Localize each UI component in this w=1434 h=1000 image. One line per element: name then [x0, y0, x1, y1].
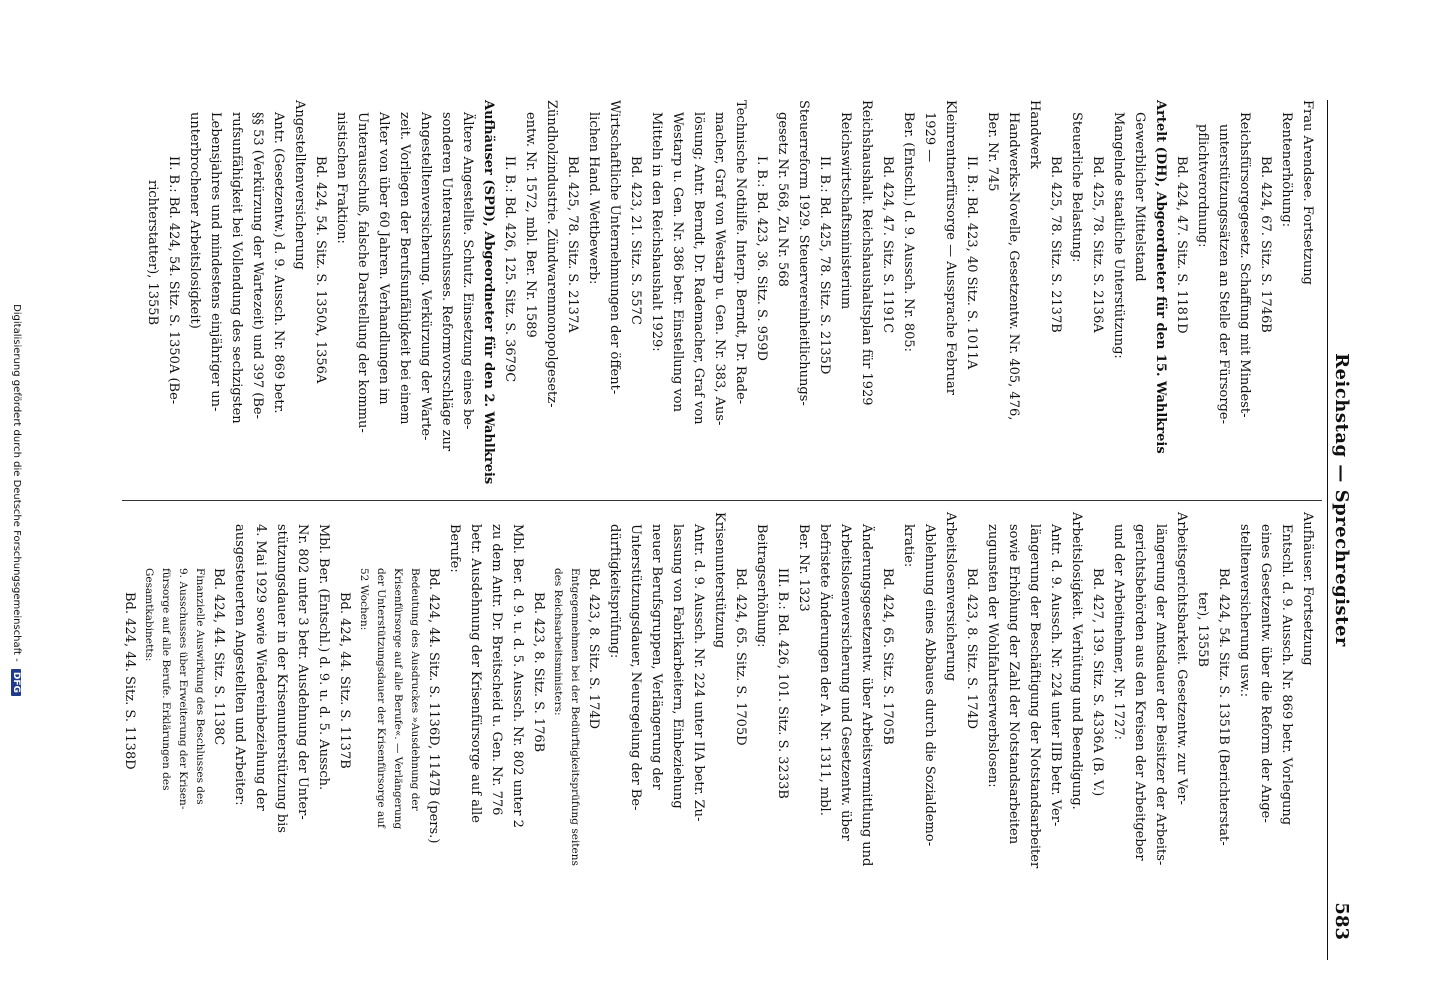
register-line: Finanzielle Auswirkung des Beschlusses des [194, 568, 206, 805]
register-line: Bd. 424, 54. Sitz. S. 1350A, 1356A [313, 156, 328, 384]
register-line: 52 Wochen: [358, 568, 370, 631]
register-line: Änderungsgesetzentw. über Arbeitsvermittlung und [859, 524, 874, 867]
column-divider [122, 500, 1322, 501]
header-rule [1327, 100, 1328, 960]
register-line: längerung der Amtsdauer der Beisitzer der Arbeits- [1153, 524, 1168, 866]
register-line: Angestelltenversicherung. Verkürzung der Warte- [418, 112, 433, 441]
register-line: §§ 53 (Verkürzung der Wartezeit) und 397 (Be- [250, 112, 265, 419]
register-line: Arbeitsgerichtsbarkeit. Gesetzentw. zur Ver- [1174, 512, 1189, 805]
register-line: fürsorge auf alle Berufe. Erklärungen des [160, 568, 172, 791]
register-line: Arbeitslosenversicherung [943, 512, 958, 682]
register-line: Entgegennehmen bei der Bedürftigkeitsprüfung seitens [569, 568, 581, 866]
register-line: Bedeutung des Ausdruckes »Ausdehnung der [409, 568, 421, 811]
register-line: Angestelltenversicherung [292, 100, 307, 270]
register-line: Antr. d. 9. Aussch. Nr. 224 unter IIB betr. Ver- [1048, 524, 1063, 827]
register-line: Artelt (DH), Abgeordneter für den 15. Wahlkreis [1153, 100, 1168, 454]
register-line: Mbl. Ber. d. 9. u. d. 5. Aussch. Nr. 802 unter 2 [510, 524, 525, 828]
register-line: pflichtverordnung: [1195, 124, 1210, 248]
register-line: Mitteln in den Reichshaushalt 1929: [649, 112, 664, 352]
page-number: 583 [1331, 902, 1352, 940]
register-line: Krisenunterstützung [712, 512, 727, 649]
register-line: Nr. 802 unter 3 betr. Ausdehnung der Unter- [295, 524, 310, 820]
left-column [142, 100, 1318, 500]
register-line: Bd. 424, 47. Sitz. S. 1181D [1174, 156, 1189, 334]
register-line: Aufhäuser. Fortsetzung [1300, 512, 1315, 666]
register-line: zugunsten der Wohlfahrtserwerbslosen: [985, 524, 1000, 788]
register-line: macher, Graf von Westarp u. Gen. Nr. 383, Aus- [712, 112, 727, 426]
register-line: Ber. (Entschl.) d. 9. Aussch. Nr. 805: [901, 112, 916, 353]
register-line: nistischen Fraktion: [334, 112, 349, 244]
register-line: Bd. 424, 44. Sitz. S. 1138D [122, 592, 137, 770]
register-line: des Reichsarbeitsministers: [552, 568, 564, 716]
register-line: ausgesteuerten Angestellten und Arbeiter: [232, 524, 247, 806]
register-line: der Unterstützungsdauer der Krisenfürsorge auf [375, 568, 387, 828]
register-line: Gewerblicher Mittelstand [1132, 112, 1147, 282]
register-line: I. B.: Bd. 423, 36. Sitz. S. 959D [754, 156, 769, 361]
register-line: Antr. d. 9. Aussch. Nr. 224 unter IIA betr. Zu- [691, 524, 706, 822]
register-line: Mangelnde staatliche Unterstützung: [1111, 112, 1126, 359]
register-line: kratie: [901, 524, 916, 568]
register-line: Mbl. Ber. (Entschl.) d. 9. u. d. 5. Aussch. [316, 524, 331, 791]
register-line: Aufhäuser (SPD), Abgeordneter für den 2. Wahlkreis [481, 100, 496, 485]
register-line: Bd. 424, 44. Sitz. S. 1137B [337, 592, 352, 769]
register-line: lichen Hand. Wettbewerb: [586, 112, 601, 285]
register-line: Bd. 424, 47. Sitz. S. 1191C [880, 156, 895, 334]
register-line: Bd. 425, 78. Sitz. S. 2137B [1048, 156, 1063, 333]
register-line: Reichshaushalt. Reichshaushaltsplan für 1929 [859, 100, 874, 406]
register-line: Rentenerhöhung: [1279, 112, 1294, 228]
register-line: Alter von über 60 Jahren. Verhandlungen im [376, 112, 391, 405]
register-line: lösung; Antr. Berndt, Dr. Rademacher, Graf von [691, 112, 706, 425]
register-line: Bd. 424, 44. Sitz. S. 1136D, 1147B (pers.) [426, 568, 441, 844]
register-line: Bd. 424, 44. Sitz. S. 1138C [211, 568, 226, 746]
digitization-text: Digitalisierung gefördert durch die Deutsche Forschungsgemeinschaft - [11, 304, 22, 662]
register-line: gerichtsbehörden aus den Kreisen der Arbeitgeber [1132, 524, 1147, 861]
register-line: unterbrochener Arbeitslosigkeit) [187, 112, 202, 329]
register-line: Arbeitslosigkeit. Verhütung und Beendigung. [1069, 512, 1084, 810]
register-line: stelltenversicherung usw.: [1237, 524, 1252, 698]
register-line: Wirtschaftliche Unternehmungen der öffent- [607, 100, 622, 395]
register-line: lassung von Fabrikarbeitern, Einbeziehung [670, 524, 685, 809]
register-line: zu dem Antr. Dr. Breitscheid u. Gen. Nr. 776 [489, 524, 504, 816]
register-line: Kleinrentnerfürsorge — Aussprache Februar [943, 100, 958, 396]
register-line: neuer Berufsgruppen, Verlängerung der [649, 524, 664, 790]
register-line: Frau Arendsee. Fortsetzung [1300, 100, 1315, 285]
register-line: Gesamtkabinetts: [143, 568, 155, 662]
register-line: Bd. 424, 65. Sitz. S. 1705D [733, 568, 748, 746]
register-line: befristete Änderungen der A. Nr. 1311, mbl. [817, 524, 832, 816]
register-line: Bd. 424, 65. Sitz. S. 1705B [880, 568, 895, 745]
register-line: Berufe: [447, 524, 462, 573]
register-line: ter), 1355B [1195, 592, 1210, 668]
page-header-title: Reichstag — Sprechregister [1331, 353, 1352, 647]
register-line: Unterstützungsdauer, Neuregelung der Be- [628, 524, 643, 811]
register-line: Technische Nothilfe. Interp. Berndt, Dr. Rade- [733, 100, 748, 405]
register-line: III. B.: Bd. 426, 101. Sitz. S. 3233B [775, 568, 790, 799]
register-line: 4. Mai 1929 sowie Wiedereinbeziehung der [253, 524, 268, 811]
register-line: Reichswirtschaftsministerium [838, 112, 853, 310]
register-line: Zündholzindustrie. Zündwarenmonopolgesetz- [544, 100, 559, 408]
register-line: Bd. 423, 8. Sitz. S. 174D [586, 568, 601, 730]
dfg-logo: DFG [11, 669, 21, 696]
register-line: richterstatter), 1355B [145, 180, 160, 326]
register-line: Handwerk [1027, 100, 1042, 169]
register-line: Steuerreform 1929. Steuervereinheitlichungs- [796, 100, 811, 406]
register-line: Bd. 424, 54. Sitz. S. 1351B (Berichterstat- [1216, 568, 1231, 846]
register-line: Steuerliche Belastung: [1069, 112, 1084, 263]
register-line: zeit. Vorliegen der Berufsunfähigkeit bei einem [397, 112, 412, 425]
register-line: Westarp u. Gen. Nr. 386 betr. Einstellung von [670, 112, 685, 412]
register-line: 9. Ausschusses über Erweiterung der Krisen- [177, 568, 189, 810]
register-line: II. B.: Bd. 423, 40 Sitz. S. 1011A [964, 156, 979, 370]
register-line: Lebensjahres und mindestens einjähriger un- [208, 112, 223, 412]
register-line: Bd. 423, 8. Sitz. S. 176B [531, 592, 546, 753]
right-column [119, 512, 1318, 922]
register-line: betr. Ausdehnung der Krisenfürsorge auf alle [468, 524, 483, 823]
register-line: Beitragserhöhung: [754, 524, 769, 648]
register-line: Bd. 423, 21. Sitz. S. 557C [628, 156, 643, 325]
register-line: unterstützungssätzen an Stelle der Fürsorge- [1216, 124, 1231, 424]
register-line: Ältere Angestellte. Schutz. Einsetzung eines be- [460, 112, 475, 430]
register-line: Entschl. d. 9. Aussch. Nr. 869 betr. Vorlegung [1279, 524, 1294, 826]
register-line: und der Arbeitnehmer, Nr. 1727: [1111, 524, 1126, 740]
register-line: II. B.: Bd. 424, 54. Sitz. S. 1350A (Be- [166, 156, 181, 405]
register-line: II. B.: Bd. 425, 78. Sitz. S. 2135D [817, 156, 832, 375]
register-line: rufsunfähigkeit bei Vollendung des sechzigsten [229, 112, 244, 424]
register-line: Bd. 424, 67. Sitz. S. 1746B [1258, 156, 1273, 333]
register-line: gesetz Nr. 568, Zu Nr. 568 [775, 112, 790, 287]
register-line: dürftigkeitsprüfung: [607, 524, 622, 659]
register-line: Bd. 427, 139. Sitz. S. 4336A (B. V.) [1090, 568, 1105, 797]
register-line: stützungsdauer in der Krisenunterstützung bis [274, 524, 289, 833]
register-line: Ber. Nr. 1323 [796, 524, 811, 612]
register-line: II. B.: Bd. 426, 125. Sitz. S. 3679C [502, 156, 517, 383]
register-line: Arbeitslosenversicherung und Gesetzentw. über [838, 524, 853, 841]
register-line: Bd. 425, 78. Sitz. S. 2136A [1090, 156, 1105, 333]
register-line: Reichsfürsorgegesetz. Schaffung mit Mindest- [1237, 112, 1252, 418]
digitization-note [11, 0, 22, 1000]
register-line: entw. Nr. 1572, mbl. Ber. Nr. 1589 [523, 112, 538, 338]
register-line: eines Gesetzentw. über die Reform der Ange- [1258, 524, 1273, 823]
register-line: längerung der Beschäftigung der Notstandsarbeiter [1027, 524, 1042, 869]
register-line: Ablehnung eines Abbaues durch die Sozialdemo- [922, 524, 937, 847]
register-line: 1929 — [922, 112, 937, 163]
register-line: Bd. 425, 78. Sitz. S. 2137A [565, 156, 580, 333]
register-line: sowie Erhöhung der Zahl der Notstandsarbeiten [1006, 524, 1021, 845]
register-line: Antr. (Gesetzentw.) d. 9. Aussch. Nr. 869 betr. [271, 112, 286, 414]
register-line: Bd. 423, 8. Sitz. S. 174D [964, 568, 979, 730]
register-line: sonderen Unterausschusses. Reformvorschläge zur [439, 112, 454, 452]
register-line: Krisenfürsorge auf alle Berufe«. — Verlängerung [392, 568, 404, 830]
register-line: Handwerks-Novelle, Gesetzentw. Nr. 405, 476, [1006, 112, 1021, 421]
register-line: Unterausschuß, falsche Darstellung der kommu- [355, 112, 370, 433]
register-line: Ber. Nr. 745 [985, 112, 1000, 192]
